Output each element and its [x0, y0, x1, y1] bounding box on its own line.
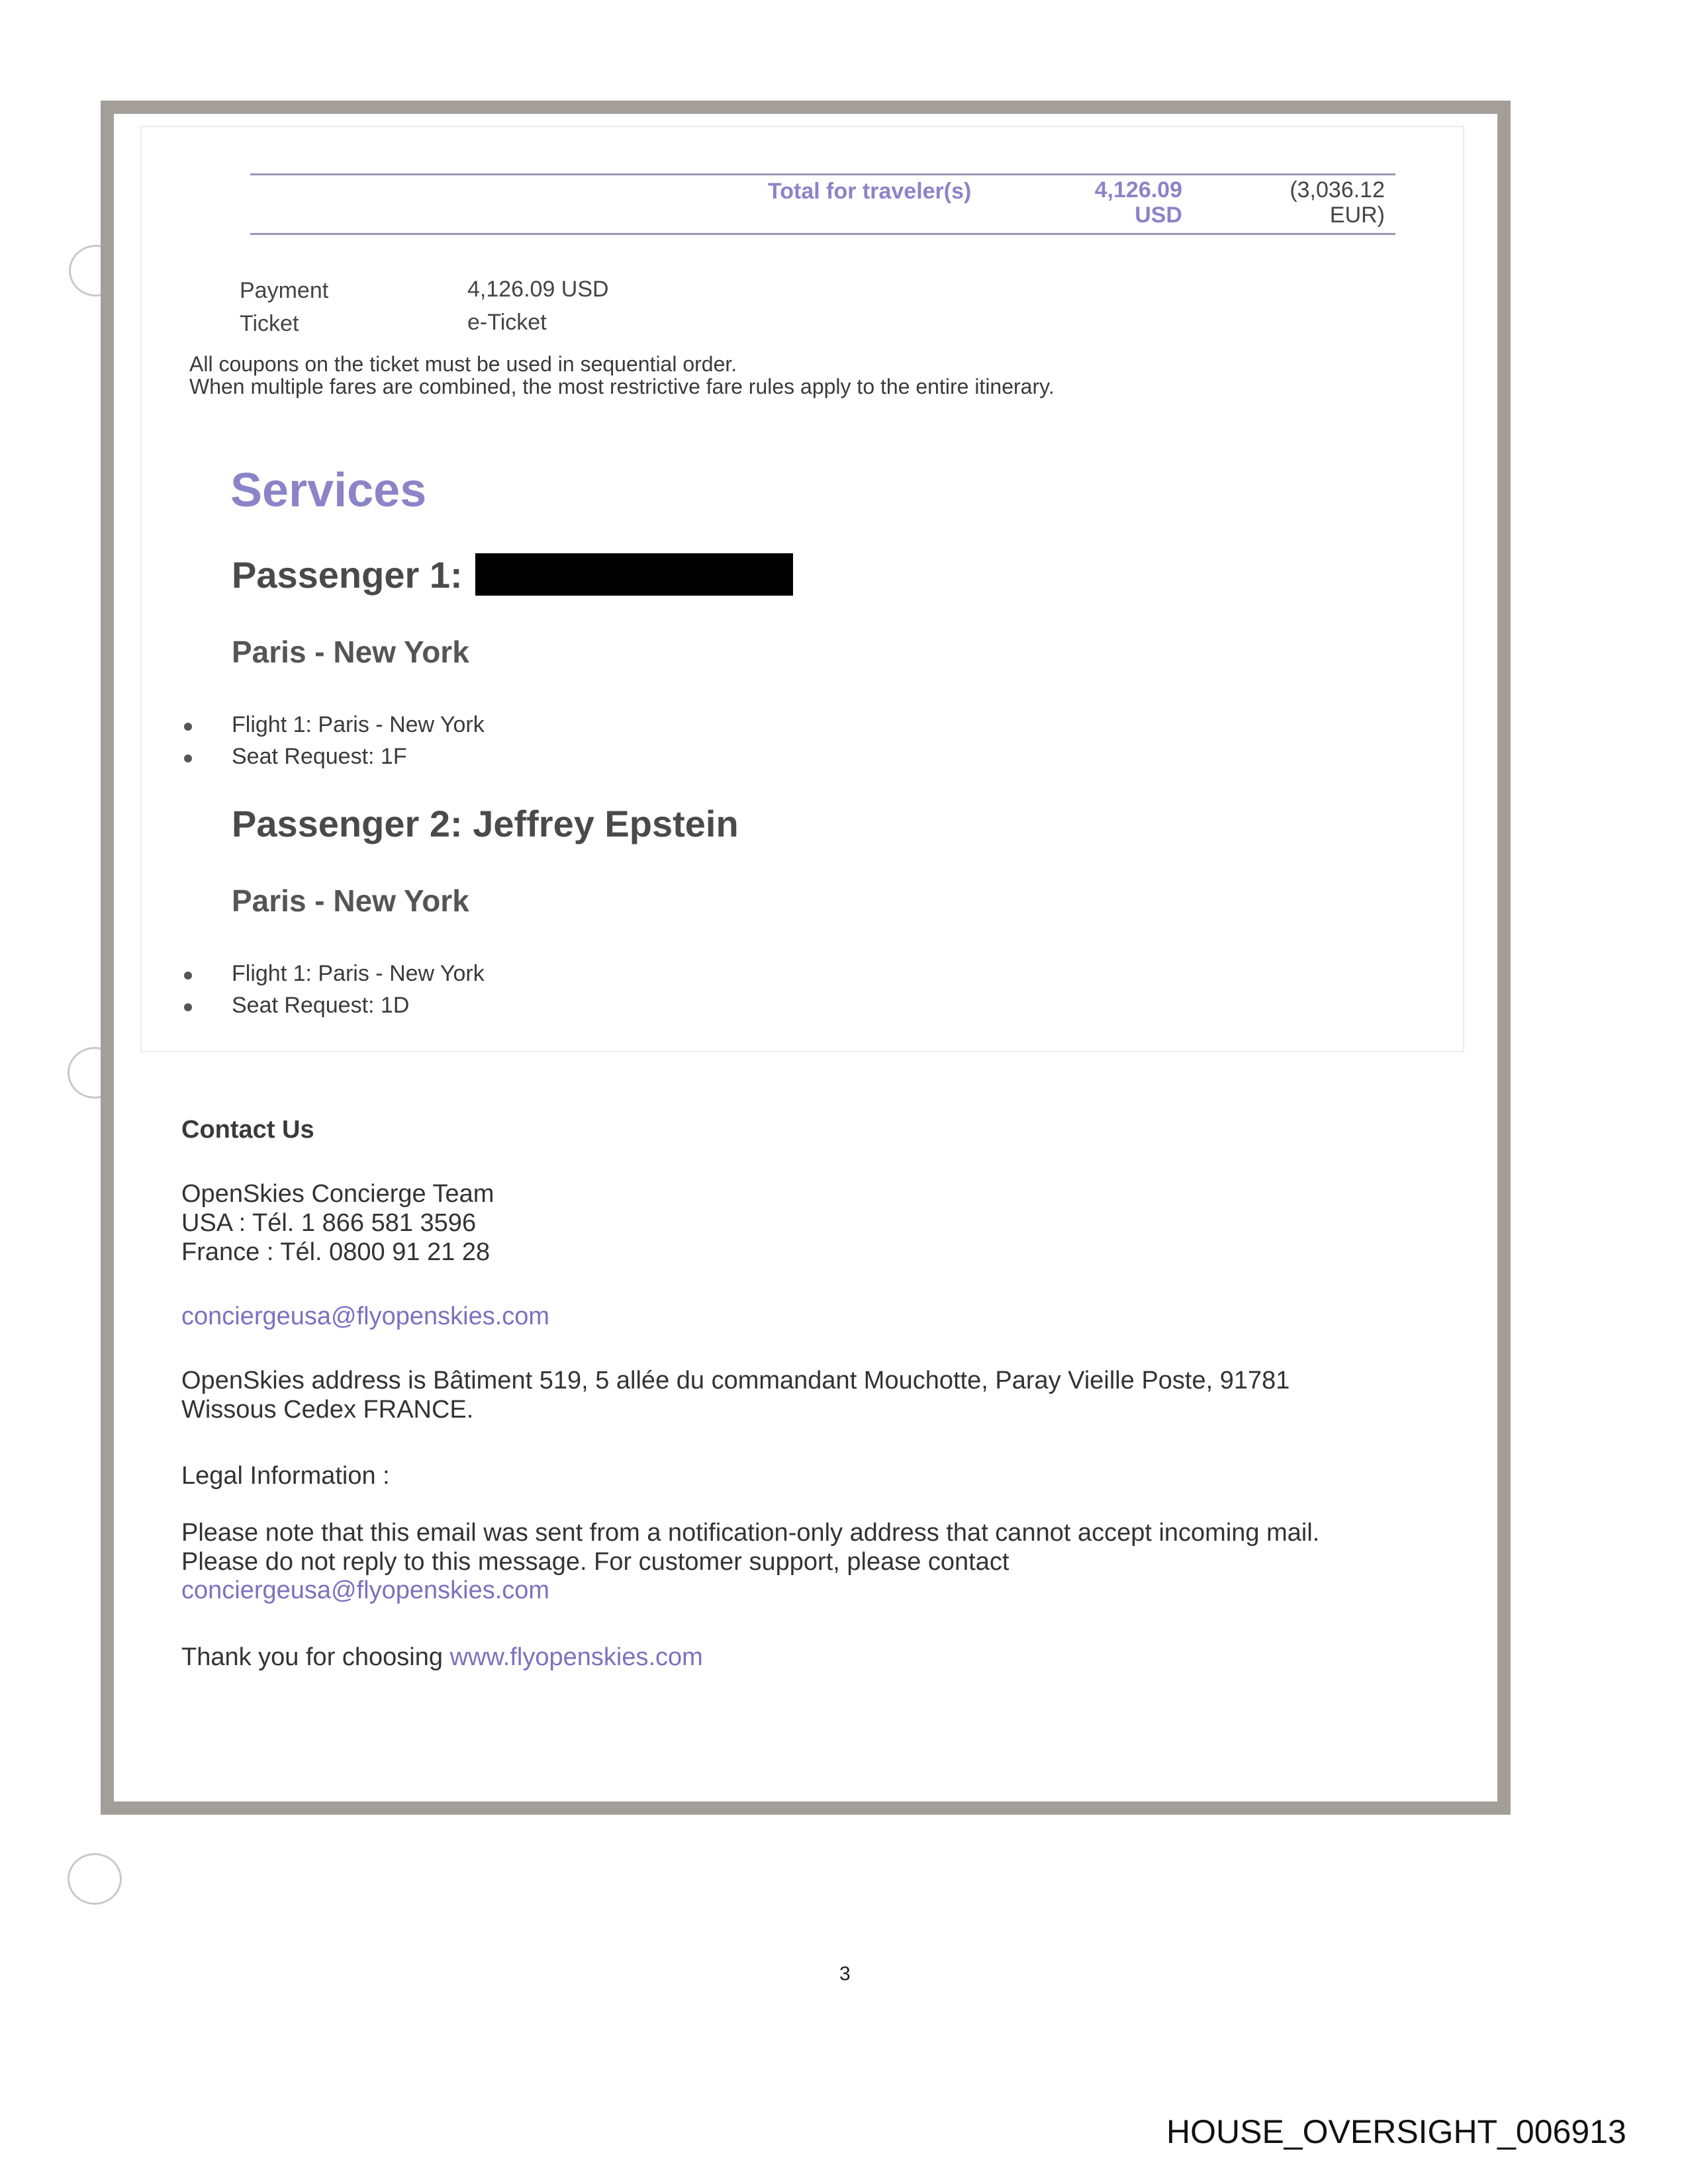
address-line-2: Wissous Cedex FRANCE. — [181, 1396, 474, 1424]
ticket-value: e-Ticket — [467, 310, 547, 335]
total-eur-amount — [1231, 177, 1385, 228]
punch-hole-bottom — [68, 1853, 122, 1905]
bullet-dot — [184, 972, 192, 979]
passenger-1-heading: Passenger 1: — [232, 554, 463, 596]
document-id: HOUSE_OVERSIGHT_006913 — [1166, 2113, 1626, 2150]
thanks-text: Thank you for choosing — [181, 1643, 444, 1671]
passenger-1-seat: Seat Request: 1F — [232, 744, 407, 769]
usa-phone: USA : Tél. 1 866 581 3596 — [181, 1209, 477, 1237]
france-phone: France : Tél. 0800 91 21 28 — [181, 1238, 491, 1266]
concierge-email-link[interactable]: conciergeusa@flyopenskies.com — [181, 1302, 550, 1330]
fare-note-sequential: All coupons on the ticket must be used in sequential order. — [189, 352, 737, 376]
payment-label: Payment — [240, 278, 329, 303]
services-heading: Services — [230, 464, 427, 517]
website-link[interactable]: www.flyopenskies.com — [449, 1643, 703, 1671]
total-usd-value: 4,126.09 — [1094, 177, 1182, 203]
total-travelers-label: Total for traveler(s) — [768, 179, 972, 204]
ticket-label: Ticket — [240, 311, 299, 336]
totals-bottom-rule — [250, 233, 1395, 235]
bullet-dot — [184, 1003, 192, 1011]
fare-note-restrictive: When multiple fares are combined, the most restrictive fare rules apply to the entire itinerary. — [189, 375, 1055, 398]
passenger-2-route: Paris - New York — [232, 884, 469, 918]
legal-heading: Legal Information : — [181, 1462, 390, 1490]
bullet-dot — [184, 723, 192, 731]
total-usd-currency: USD — [1135, 203, 1182, 228]
legal-notice-line-1: Please note that this email was sent from a notification-only address that cannot accept incoming mail. — [181, 1519, 1320, 1547]
totals-top-rule — [250, 173, 1395, 175]
passenger-2-heading: Passenger 2: Jeffrey Epstein — [232, 803, 739, 844]
legal-email-link[interactable]: conciergeusa@flyopenskies.com — [181, 1576, 550, 1604]
concierge-team: OpenSkies Concierge Team — [181, 1180, 494, 1208]
passenger-2-seat: Seat Request: 1D — [232, 993, 410, 1018]
legal-notice-line-2: Please do not reply to this message. For customer support, please contact — [181, 1548, 1009, 1576]
redaction-bar — [475, 553, 793, 596]
passenger-1-flight: Flight 1: Paris - New York — [232, 712, 485, 737]
address-line-1: OpenSkies address is Bâtiment 519, 5 allée du commandant Mouchotte, Paray Vieille Poste, 91781 — [181, 1367, 1290, 1394]
passenger-1-route: Paris - New York — [232, 635, 469, 669]
total-usd-amount — [1033, 177, 1182, 228]
bullet-dot — [184, 754, 192, 762]
passenger-2-flight: Flight 1: Paris - New York — [232, 961, 485, 986]
contact-heading: Contact Us — [181, 1116, 314, 1144]
payment-value: 4,126.09 USD — [467, 277, 609, 302]
thanks-line — [181, 1643, 703, 1672]
page-number: 3 — [839, 1963, 851, 1985]
total-eur-value: (3,036.12 — [1289, 177, 1385, 203]
total-eur-currency: EUR) — [1329, 203, 1385, 228]
